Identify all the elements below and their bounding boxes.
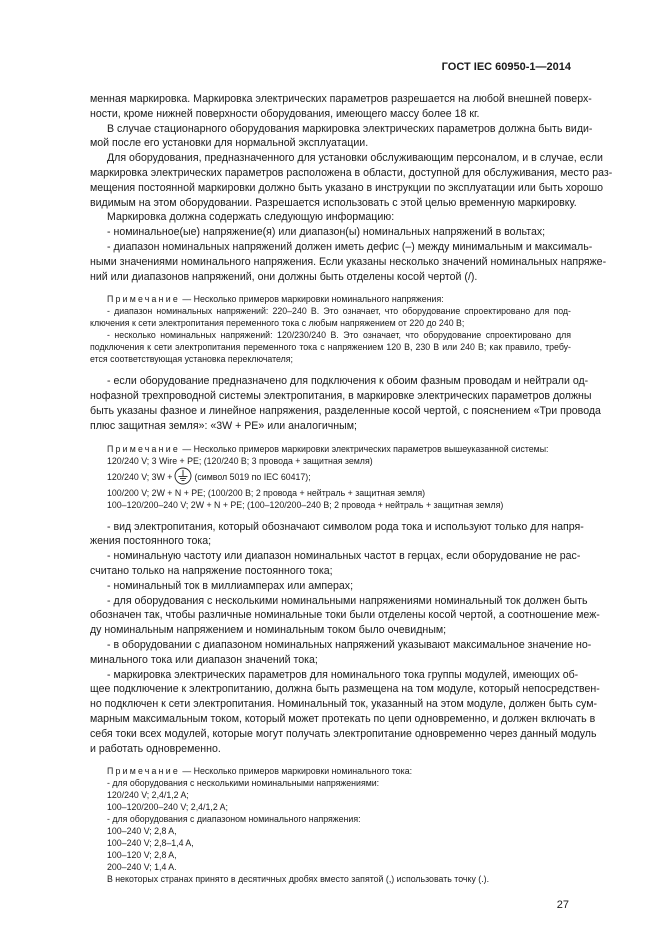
body-text-line: - номинальный ток в миллиамперах или амперах; xyxy=(107,579,354,592)
page-number: 27 xyxy=(556,899,569,912)
body-text-line: быть указаны фазное и линейное напряжения, разделенные косой чертой, с пояснением «Три провода xyxy=(90,404,601,417)
body-text-line: жения постоянного тока; xyxy=(90,535,212,548)
body-text-line: маркировка электрических параметров расположена в области, доступной для обслуживания, место раз- xyxy=(90,166,613,179)
note-3-line: 100–120 V; 2,8 A, xyxy=(107,850,177,861)
body-text-line: Для оборудования, предназначенного для установки обслуживающим персоналом, и в случае, если xyxy=(107,152,603,165)
note-3-line: - для оборудования с несколькими номинальными напряжениями: xyxy=(107,778,380,789)
note-2-line: 100–120/200–240 V; 2W + N + PE; (100–120/200–240 В; 2 провода + нейтраль + защитная земля) xyxy=(107,499,504,510)
note-2-line: 100/200 V; 2W + N + PE; (100/200 В; 2 провода + нейтраль + защитная земля) xyxy=(107,487,426,498)
body-text-line: - номинальное(ые) напряжение(я) или диапазон(ы) номинальных напряжений в вольтах; xyxy=(107,226,546,239)
body-text-line: себя токи всех модулей, которые могут получать электропитание одновременно через данный модуль xyxy=(90,727,597,740)
body-text-line: - маркировка электрических параметров для номинального тока группы модулей, имеющих об- xyxy=(107,668,579,681)
note-label: Примечание xyxy=(107,294,180,305)
body-text-line: считано только на напряжение постоянного тока; xyxy=(90,564,333,577)
note-3-line: 200–240 V; 1,4 A. xyxy=(107,862,177,873)
body-text-line: В случае стационарного оборудования маркировка электрических параметров должна быть види- xyxy=(107,122,593,135)
body-text-line: и работать одновременно. xyxy=(90,742,221,755)
note-3-line: В некоторых странах принято в десятичных дробях вместо запятой (,) использовать точку (.). xyxy=(107,874,490,885)
note-1 xyxy=(90,293,571,365)
note-3-heading xyxy=(107,765,571,777)
note-2-heading xyxy=(107,443,571,455)
note-2 xyxy=(90,443,571,511)
note-1-heading xyxy=(90,293,571,305)
body-text-line: минального тока или диапазон значений тока; xyxy=(90,653,318,666)
body-text-line: - для оборудования с несколькими номинальными напряжениями номинальный ток должен быть xyxy=(107,594,588,607)
body-text-line: плюс защитная земля»: «3W + PE» или аналогичным; xyxy=(90,419,357,432)
note-1-title: — Несколько примеров маркировки номинального напряжения: xyxy=(179,294,444,305)
body-text-block-3 xyxy=(90,520,600,757)
note-3-line: - для оборудования с диапазоном номинального напряжения: xyxy=(107,814,361,825)
body-text-line: видимым на этом оборудовании. Разрешается использовать с этой целью временную маркировку. xyxy=(90,196,577,209)
body-text-line: ний или диапазонов напряжений, они должны быть отделены косой чертой (/). xyxy=(90,270,478,283)
body-text-line: - диапазон номинальных напряжений должен иметь дефис (–) между минимальным и максималь- xyxy=(107,240,593,253)
note-1-line: ключения к сети электропитания переменного тока с любым напряжением от 220 до 240 В; xyxy=(90,318,465,329)
body-text-line: мещения постоянной маркировки должно быть указано в инструкции по эксплуатации или быть хорошо xyxy=(90,181,604,194)
note-label: Примечание xyxy=(107,443,180,454)
page-body xyxy=(90,92,613,912)
note-3-line: 120/240 V; 2,4/1,2 A; xyxy=(107,790,189,801)
body-text-line: - в оборудовании с диапазоном номинальных напряжений указывают максимальное значение но- xyxy=(107,638,592,651)
note-2-symbol-line xyxy=(107,467,571,487)
note-3-title: — Несколько примеров маркировки номинального тока: xyxy=(182,766,413,777)
body-text-line: ду номинальным напряжением и номинальным током было очевидным; xyxy=(90,624,447,637)
note-3-line: 100–240 V; 2,8 A, xyxy=(107,826,177,837)
body-text-line: менная маркировка. Маркировка электрических параметров разрешается на любой внешней поверх- xyxy=(90,93,592,105)
body-text-block-1 xyxy=(90,92,613,284)
body-text-line: обозначен так, чтобы различные номинальные токи были отделены косой чертой, а соотношение меж- xyxy=(90,609,600,622)
body-text-block-2 xyxy=(90,374,601,433)
note-2-text: (символ 5019 по IEC 60417); xyxy=(194,471,311,482)
note-1-line: ется соответствующая установка переключателя; xyxy=(90,354,294,365)
body-text-line: щее подключение к электропитанию, должна быть размещена на том модуле, который непосредствен- xyxy=(90,683,600,696)
body-text-line: - вид электропитания, который обозначают символом рода тока и используют только для напря- xyxy=(107,520,584,533)
note-3-line: 100–240 V; 2,8–1,4 A, xyxy=(107,838,194,849)
body-text-line: Маркировка должна содержать следующую информацию: xyxy=(107,211,395,224)
body-text-line: ными значениями номинального напряжения. Если указаны несколько значений номинальных напряже- xyxy=(90,255,607,268)
note-1-line: подключения к сети электропитания переменного тока с напряжением 120 В, 230 В или 240 В; как правило, требу- xyxy=(90,342,571,353)
note-3 xyxy=(90,765,571,885)
protective-earth-icon xyxy=(174,467,192,485)
note-2-title: — Несколько примеров маркировки электрических параметров вышеуказанной системы: xyxy=(182,443,549,454)
note-label: Примечание xyxy=(107,766,180,777)
note-1-line: - диапазон номинальных напряжений: 220–240 В. Это означает, что оборудование спроектировано для под- xyxy=(107,306,571,317)
body-text-line: марным максимальным током, который может протекать по цепи одновременно, и должен включать в xyxy=(90,712,596,725)
body-text-line: нофазной трехпроводной системы электропитания, в маркировке электрических параметров должны xyxy=(90,390,592,403)
body-text-line: но подключен к сети электропитания. Номинальный ток, указанный на этом модуле, должен быть сум- xyxy=(90,698,597,711)
body-text-line: - если оборудование предназначено для подключения к обоим фазным проводам и нейтрали од- xyxy=(107,375,589,388)
note-2-line: 120/240 V; 3 Wire + PE; (120/240 В; 3 провода + защитная земля) xyxy=(107,455,373,466)
note-2-text: 120/240 V; 3W + xyxy=(107,471,173,482)
document-header-id: ГОСТ IEC 60950-1—2014 xyxy=(441,61,571,73)
note-3-line: 100–120/200–240 V; 2,4/1,2 A; xyxy=(107,802,228,813)
body-text-line: мой после его установки для нормальной эксплуатации. xyxy=(90,137,369,150)
body-text-line: - номинальную частоту или диапазон номинальных частот в герцах, если оборудование не рас- xyxy=(107,550,581,563)
note-1-line: - несколько номинальных напряжений: 120/230/240 В. Это означает, что оборудование спроектировано для xyxy=(107,330,571,341)
body-text-line: ности, кроме нижней поверхности оборудования, имеющего массу более 18 кг. xyxy=(90,107,480,120)
